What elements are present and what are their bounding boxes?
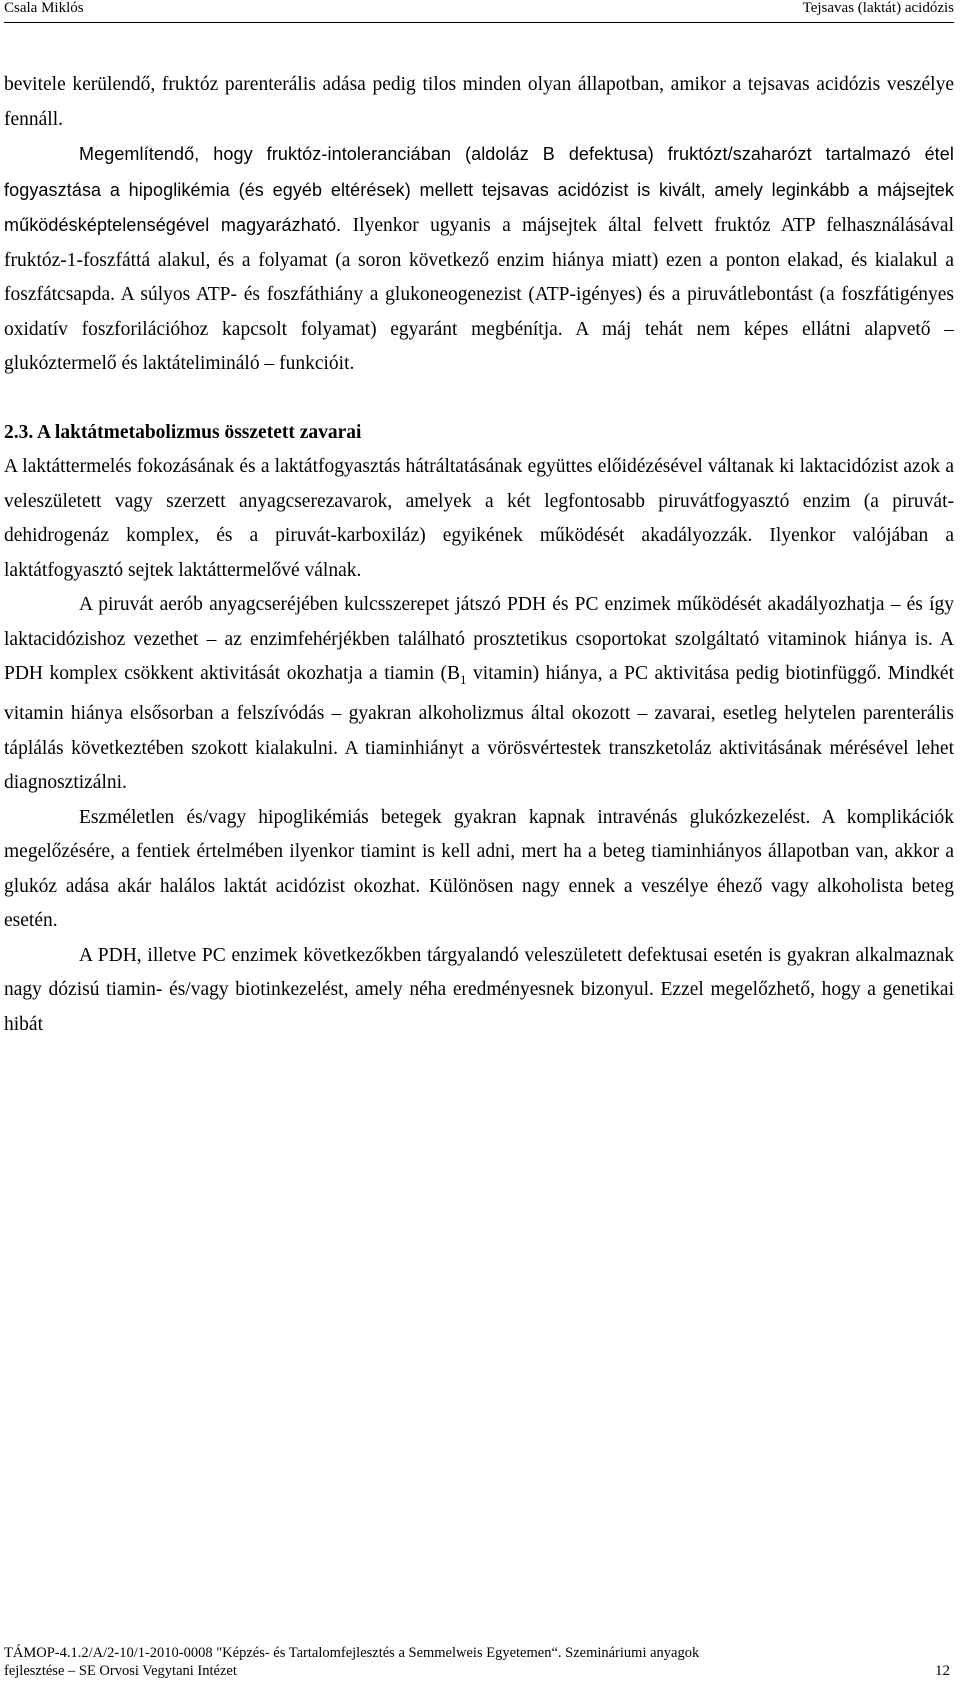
paragraph-4-text-b: vitamin) hiánya, a PC aktivitása pedig biotinfüggő. Mindkét vitamin hiánya elsősorban a felszívódás – gyakran alkoholizmus által okozott – zavarai, esetleg helytelen parenterális táplálás következtében szokott kialakulni. A tiaminhiányt a vörösvértestek transzketoláz aktivitásának mérésével lehet diagnosztizálni. <box>4 663 954 794</box>
page-footer <box>4 1644 950 1680</box>
page-header <box>4 0 954 23</box>
header-title: Tejsavas (laktát) acidózis <box>802 0 954 16</box>
paragraph-2-serif-text: Ilyenkor ugyanis a májsejtek által felvett fruktóz ATP felhasználásával fruktóz-1-foszfáttá alakul, és a folyamat (a soron következő enzim hiánya miatt) ezen a ponton elakad, és kialakul a foszfátcsapda. A súlyos ATP- és foszfáthiány a glukoneogenezist (ATP-igényes) és a piruvátlebontást (a foszfátigényes oxidatív foszforilációhoz kapcsolt folyamat) egyaránt megbénítja. A máj tehát nem képes ellátni alapvető – glukóztermelő és laktátelimináló – funkcióit. <box>4 215 954 374</box>
header-author: Csala Miklós <box>4 0 84 16</box>
paragraph-6: A PDH, illetve PC enzimek következőkben tárgyalandó veleszületett defektusai esetén is gyakran alkalmaznak nagy dózisú tiamin- és/vagy biotinkezelést, amely néha eredményesnek bizonyul. Ezzel megelőzhető, hogy a genetikai hibát <box>4 944 954 1035</box>
paragraph-4-text-a: A piruvát aerób anyagcseréjében kulcsszerepet játszó PDH és PC enzimek működését akadályozhatja – és így laktacidózishoz vezethet – az enzimfehérjékben található prosztetikus csoportokat szolgáltató vitaminok hiánya is. A PDH komplex csökkent aktivitását okozhatja a tiamin (B <box>4 594 954 684</box>
section-heading: 2.3. A laktátmetabolizmus összetett zavarai <box>4 421 362 443</box>
footer-line-1: TÁMOP-4.1.2/A/2-10/1-2010-0008 "Képzés- és Tartalomfejlesztés a Semmelweis Egyetemen“. Szemináriumi anyagok <box>4 1645 700 1661</box>
page-number: 12 <box>935 1663 950 1679</box>
paragraph-4-subscript: 1 <box>460 671 467 687</box>
paragraph-1: bevitele kerülendő, fruktóz parenterális adása pedig tilos minden olyan állapotban, amikor a tejsavas acidózis veszélye fennáll. <box>4 74 954 130</box>
paragraph-3: A laktáttermelés fokozásának és a laktátfogyasztás hátráltatásának együttes előidézésével váltanak ki laktacidózist azok a veleszületett vagy szerzett anyagcserezavarok, amelyek a két legfontosabb piruvátfogyasztó enzim (a piruvát-dehidrogenáz komplex, és a piruvát-karboxiláz) egyikének működését akadályozzák. Ilyenkor valójában a laktátfogyasztó sejtek laktáttermelővé válnak. <box>4 456 954 581</box>
paragraph-5: Eszméletlen és/vagy hipoglikémiás betegek gyakran kapnak intravénás glukózkezelést. A komplikációk megelőzésére, a fentiek értelmében ilyenkor tiamint is kell adni, mert ha a beteg tiaminhiányos állapotban van, akkor a glukóz adása akár halálos laktát acidózist okozhat. Különösen nagy ennek a veszélye éhező vagy alkoholista beteg esetén. <box>4 806 954 932</box>
document-body <box>4 68 954 1042</box>
paragraph-2 <box>4 137 954 382</box>
footer-line-2: fejlesztése – SE Orvosi Vegytani Intézet <box>4 1663 237 1679</box>
paragraph-4 <box>4 588 954 801</box>
paragraph-2-sans-text: Megemlítendő, hogy fruktóz-intoleranciában (aldoláz B defektusa) fruktózt/szaharózt tartalmazó étel fogyasztása a hipoglikémia (és egyéb eltérések) mellett tejsavas acidózist is kivált, amely leginkább a májsejtek működésképtelenségével magyarázható. <box>4 144 954 235</box>
